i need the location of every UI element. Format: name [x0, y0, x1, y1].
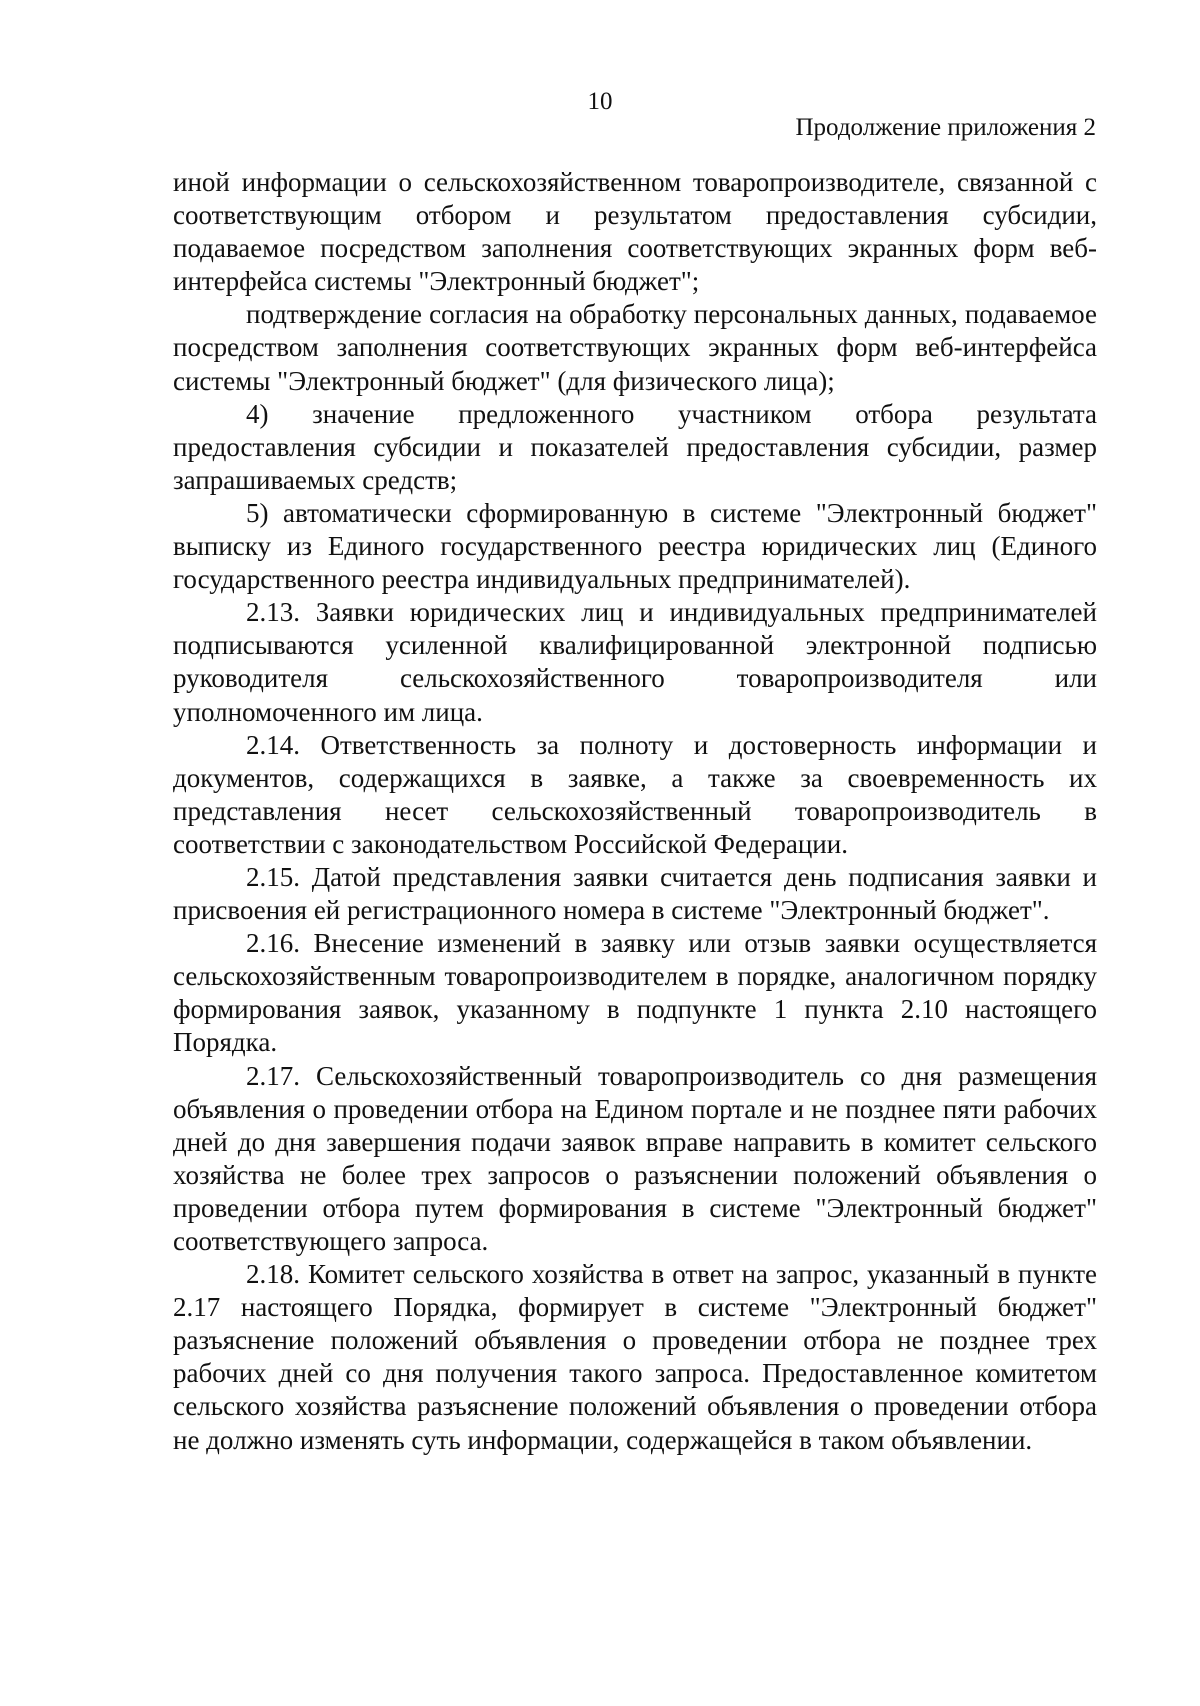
paragraph-continuation: иной информации о сельскохозяйственном товаропроизводителе, связанной с соответствующим отбором и результатом предоставления субсидии, подаваемое посредством заполнения соответствующих экранных форм веб-интерфейса системы "Электронный бюджет";	[173, 167, 1097, 297]
paragraph-2-16: 2.16. Внесение изменений в заявку или отзыв заявки осуществляется сельскохозяйственным товаропроизводителем в порядке, аналогичном порядку формирования заявок, указанному в подпункте 1 пункта 2.10 настоящего Порядка.	[173, 928, 1097, 1058]
paragraph-2-14: 2.14. Ответственность за полноту и достоверность информации и документов, содержащихся в заявке, а также за своевременность их представления несет сельскохозяйственный товаропроизводитель в соответствии с законодательством Российской Федерации.	[173, 729, 1097, 859]
paragraph-2-17: 2.17. Сельскохозяйственный товаропроизводитель со дня размещения объявления о проведении отбора на Едином портале и не позднее пяти рабочих дней до дня завершения подачи заявок вправе направить в комитет сельского хозяйства не более трех запросов о разъяснении положений объявления о проведении отбора путем формирования в системе "Электронный бюджет" соответствующего запроса.	[173, 1060, 1097, 1256]
paragraph-consent: подтверждение согласия на обработку персональных данных, подаваемое посредством заполнения соответствующих экранных форм веб-интерфейса системы "Электронный бюджет" (для физического лица);	[173, 299, 1097, 396]
paragraph-2-18: 2.18. Комитет сельского хозяйства в ответ на запрос, указанный в пункте 2.17 настоящего Порядка, формирует в системе "Электронный бюджет" разъяснение положений объявления о проведении отбора не позднее трех рабочих дней со дня получения такого запроса. Предоставленное комитетом сельского хозяйства разъяснение положений объявления о проведении отбора не должно изменять суть информации, содержащейся в таком объявлении.	[173, 1259, 1097, 1455]
paragraph-2-13: 2.13. Заявки юридических лиц и индивидуальных предпринимателей подписываются усиленной квалифицированной электронной подписью руководителя сельскохозяйственного товаропроизводителя или уполномоченного им лица.	[173, 597, 1097, 727]
page-number: 10	[587, 88, 613, 115]
paragraph-2-15: 2.15. Датой представления заявки считается день подписания заявки и присвоения ей регистрационного номера в системе "Электронный бюджет".	[173, 861, 1097, 926]
appendix-continuation-note: Продолжение приложения 2	[795, 114, 1096, 141]
document-body	[173, 166, 1097, 1457]
paragraph-item-5: 5) автоматически сформированную в системе "Электронный бюджет" выписку из Единого государственного реестра юридических лиц (Единого государственного реестра индивидуальных предпринимателей).	[173, 497, 1097, 595]
paragraph-item-4: 4) значение предложенного участником отбора результата предоставления субсидии и показателей предоставления субсидии, размер запрашиваемых средств;	[173, 398, 1097, 495]
